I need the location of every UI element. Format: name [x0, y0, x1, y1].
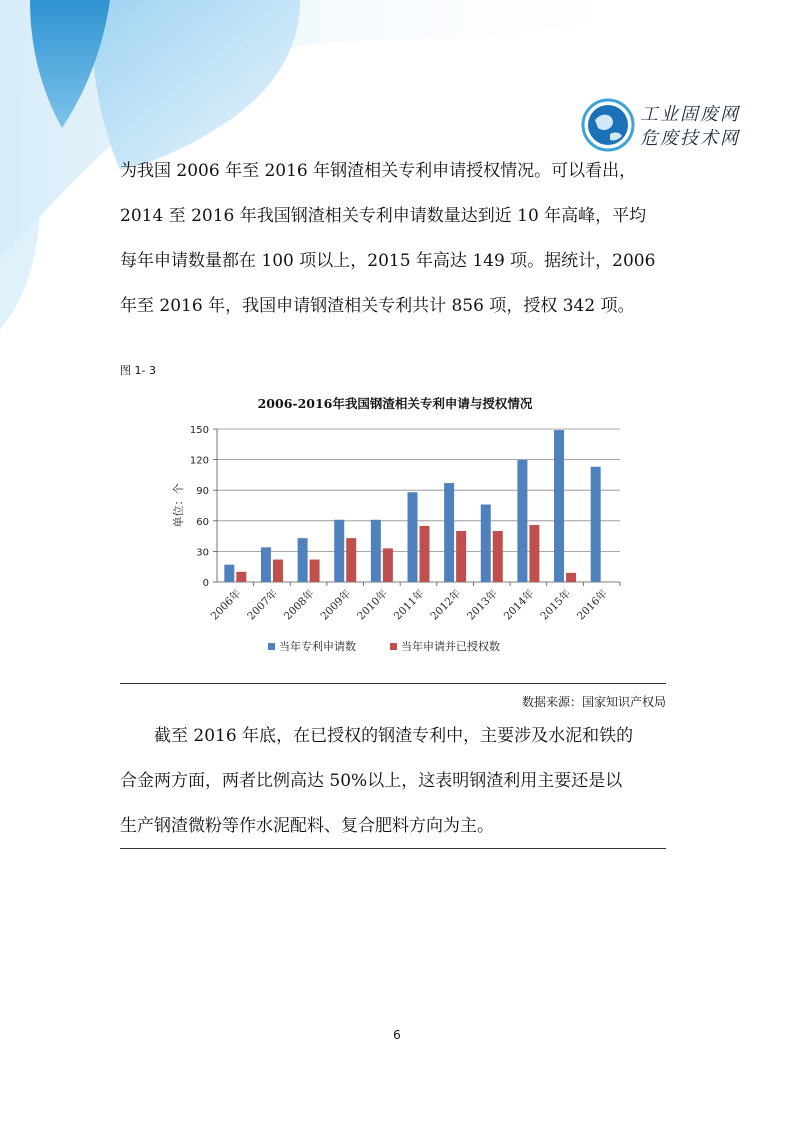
logo-line-2: 危废技术网	[640, 128, 740, 149]
x-tick-label: 2014年	[501, 587, 537, 623]
logo-line-1: 工业固废网	[640, 104, 740, 125]
data-source: 数据来源：国家知识产权局	[521, 695, 666, 709]
x-tick-label: 2011年	[391, 587, 427, 623]
bar-applications	[554, 430, 564, 582]
chart-title: 2006-2016年我国钢渣相关专利申请与授权情况	[257, 396, 533, 411]
bar-granted	[493, 531, 503, 582]
page-number: 6	[393, 1028, 401, 1042]
x-tick-label: 2013年	[465, 587, 500, 623]
y-tick-label: 120	[189, 455, 209, 467]
y-tick-label: 30	[196, 547, 209, 559]
x-tick-label: 2015年	[538, 587, 574, 623]
y-axis-label: 单位：个	[172, 483, 185, 528]
bar-applications	[224, 565, 234, 582]
decor-leaf-large	[90, 0, 300, 170]
bar-granted	[310, 560, 320, 582]
bar-applications	[408, 492, 418, 582]
y-tick-label: 90	[196, 486, 209, 498]
intro-line: 为我国 2006 年至 2016 年钢渣相关专利申请授权情况。可以看出，	[120, 161, 637, 181]
bar-granted	[420, 526, 430, 582]
bar-granted	[456, 531, 466, 582]
x-tick-label: 2007年	[245, 587, 281, 623]
intro-line: 2014 至 2016 年我国钢渣相关专利申请数量达到近 10 年高峰，平均	[120, 206, 647, 226]
conclusion-line: 截至 2016 年底，在已授权的钢渣专利中，主要涉及水泥和铁的	[154, 726, 634, 746]
bar-applications	[298, 538, 308, 582]
patent-bar-chart	[160, 388, 630, 673]
bar-applications	[481, 504, 491, 582]
bar-applications	[261, 547, 271, 582]
x-tick-label: 2012年	[428, 587, 464, 623]
legend-label: 当年申请并已授权数	[401, 640, 500, 653]
intro-line: 每年申请数量都在 100 项以上，2015 年高达 149 项。据统计，2006	[120, 251, 656, 271]
bar-applications	[517, 460, 527, 582]
bar-granted	[273, 560, 283, 582]
conclusion-paragraph	[120, 714, 670, 849]
x-tick-label: 2006年	[208, 587, 244, 623]
intro-line: 年至 2016 年，我国申请钢渣相关专利共计 856 项，授权 342 项。	[120, 296, 635, 316]
conclusion-line: 合金两方面，两者比例高达 50%以上，这表明钢渣利用主要还是以	[120, 771, 623, 791]
conclusion-line: 生产钢渣微粉等作水泥配料、复合肥料方向为主。	[120, 816, 494, 836]
y-tick-label: 60	[196, 516, 209, 528]
legend-swatch	[268, 643, 275, 650]
bar-granted	[346, 538, 356, 582]
bar-granted	[383, 548, 393, 582]
bar-applications	[334, 520, 344, 582]
divider-top	[120, 683, 666, 684]
legend-swatch	[390, 643, 397, 650]
x-tick-label: 2016年	[574, 587, 610, 623]
legend-label: 当年专利申请数	[279, 640, 356, 653]
divider-bottom	[120, 848, 666, 849]
y-tick-label: 0	[202, 578, 209, 589]
bar-applications	[444, 483, 454, 582]
bar-granted	[529, 525, 539, 582]
x-tick-label: 2009年	[318, 587, 354, 623]
intro-paragraph	[120, 149, 670, 329]
bar-granted	[236, 572, 246, 582]
x-tick-label: 2010年	[355, 587, 390, 623]
bar-applications	[591, 467, 601, 582]
x-tick-label: 2008年	[281, 587, 317, 623]
figure-label: 图 1- 3	[120, 364, 156, 377]
y-tick-label: 150	[189, 425, 209, 436]
bar-applications	[371, 520, 381, 582]
bar-granted	[566, 573, 576, 582]
